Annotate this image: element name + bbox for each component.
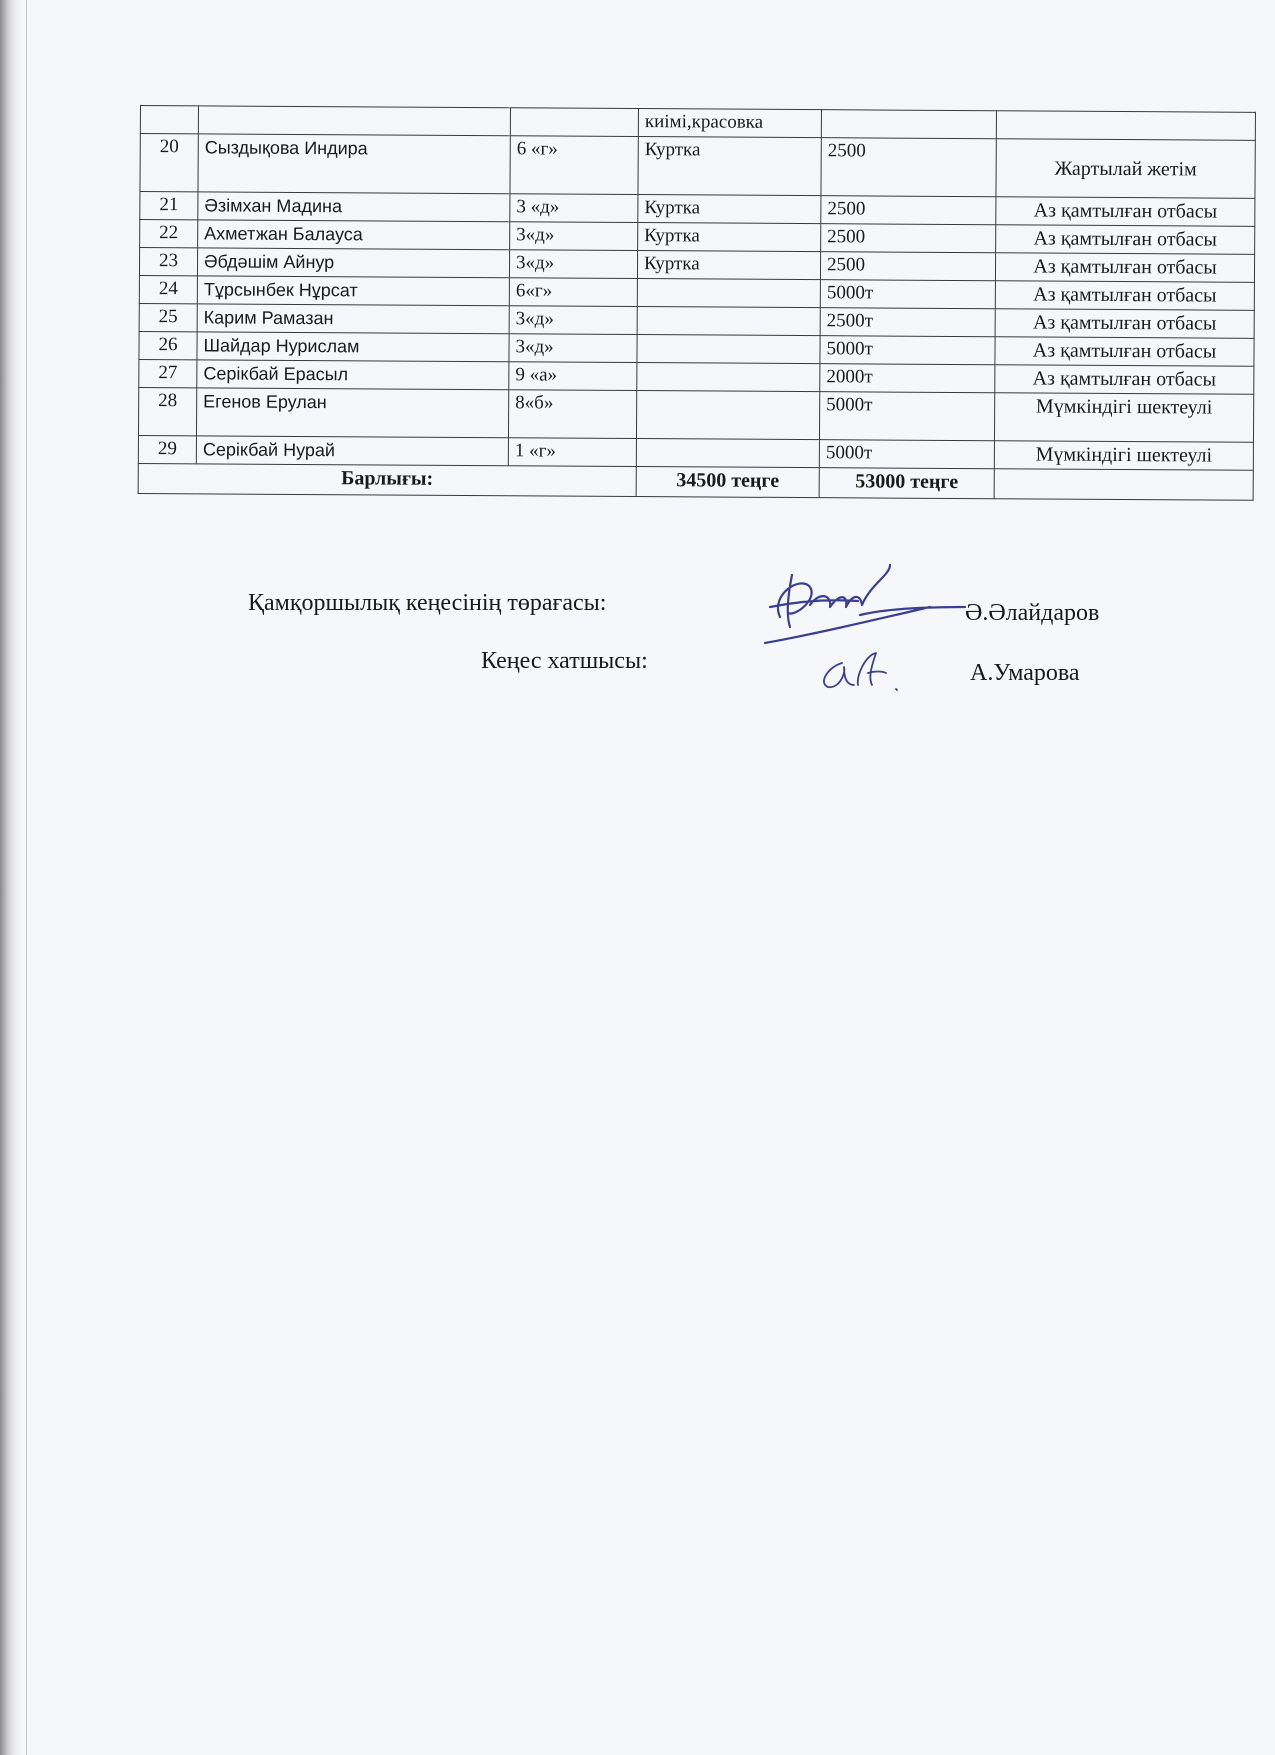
aid-amount: 5000т — [820, 280, 995, 309]
family-status: Жартылай жетім — [996, 139, 1255, 199]
row-number: 29 — [138, 435, 196, 463]
student-grade: 3«д» — [509, 306, 637, 335]
total-row — [138, 463, 1253, 500]
student-grade: 6«г» — [509, 278, 637, 307]
aid-amount: 2500т — [820, 308, 995, 337]
aid-item: Куртка — [638, 137, 821, 196]
student-grade — [510, 108, 638, 137]
family-status — [996, 111, 1255, 141]
student-grade: 3«д» — [509, 250, 637, 279]
family-status: Аз қамтылған отбасы — [995, 309, 1254, 339]
aid-item — [637, 279, 820, 308]
row-number: 23 — [139, 248, 197, 276]
secretary-name: А.Умарова — [970, 660, 1080, 686]
aid-item — [637, 363, 820, 392]
family-status: Аз қамтылған отбасы — [995, 365, 1254, 395]
student-grade: 9 «а» — [509, 362, 637, 391]
student-grade: 6 «г» — [510, 136, 638, 195]
student-name: Шайдар Нурислам — [197, 332, 509, 362]
total-label: Барлығы: — [138, 463, 636, 496]
family-status: Аз қамтылған отбасы — [996, 197, 1255, 227]
aid-amount: 2500 — [821, 196, 996, 225]
row-number: 26 — [139, 331, 197, 359]
student-name: Әзімхан Мадина — [198, 192, 510, 222]
aid-item: Куртка — [637, 251, 820, 280]
row-number: 25 — [139, 303, 197, 331]
secretary-label: Кеңес хатшысы: — [481, 648, 648, 674]
row-number: 20 — [140, 134, 198, 192]
items-total: 34500 теңге — [636, 467, 819, 498]
student-grade: 8«б» — [508, 390, 636, 439]
student-grade: 3«д» — [509, 334, 637, 363]
aid-amount: 5000т — [819, 392, 994, 441]
family-status: Аз қамтылған отбасы — [995, 281, 1254, 311]
row-number: 24 — [139, 275, 197, 303]
aid-item — [637, 307, 820, 336]
chair-name: Ә.Әлайдаров — [965, 600, 1100, 626]
student-name: Серікбай Нурай — [196, 436, 508, 466]
student-name: Ахметжан Балауса — [198, 220, 510, 250]
student-name — [198, 106, 510, 136]
row-number — [140, 106, 198, 134]
student-grade: 3 «д» — [510, 194, 638, 223]
aid-amount: 2500 — [820, 252, 995, 281]
aid-item: Куртка — [638, 195, 821, 224]
student-name: Тұрсынбек Нұрсат — [197, 276, 509, 306]
student-name: Карим Рамазан — [197, 304, 509, 334]
chair-signature — [740, 555, 980, 655]
student-grade: 3«д» — [510, 222, 638, 251]
aid-item: киімі,красовка — [638, 109, 821, 138]
family-status: Аз қамтылған отбасы — [995, 253, 1254, 283]
aid-amount — [821, 110, 996, 139]
table-row — [138, 387, 1253, 442]
secretary-signature — [810, 645, 910, 695]
cash-total: 53000 теңге — [819, 468, 994, 499]
table-row — [140, 134, 1255, 199]
student-name: Егенов Ерулан — [196, 388, 508, 438]
family-status: Мүмкіндігі шектеулі — [994, 441, 1253, 471]
row-number: 22 — [140, 220, 198, 248]
aid-item — [637, 335, 820, 364]
row-number: 27 — [139, 359, 197, 387]
aid-item: Куртка — [638, 223, 821, 252]
chair-label: Қамқоршылық кеңесінің төрағасы: — [248, 590, 607, 616]
aid-amount: 2500 — [821, 224, 996, 253]
aid-amount: 5000т — [820, 336, 995, 365]
total-empty-cell — [994, 469, 1253, 501]
aid-amount: 2500 — [821, 138, 996, 197]
aid-amount: 2000т — [820, 364, 995, 393]
student-grade: 1 «г» — [508, 438, 636, 467]
family-status: Аз қамтылған отбасы — [996, 225, 1255, 255]
aid-table — [138, 105, 1256, 501]
family-status: Аз қамтылған отбасы — [995, 337, 1254, 367]
aid-amount: 5000т — [819, 440, 994, 469]
student-name: Әбдәшім Айнур — [197, 248, 509, 278]
aid-item — [636, 439, 819, 468]
row-number: 28 — [138, 387, 196, 435]
student-name: Сыздықова Индира — [198, 134, 510, 194]
student-name: Серікбай Ерасыл — [197, 360, 509, 390]
family-status: Мүмкіндігі шектеулі — [994, 393, 1253, 443]
aid-item — [636, 391, 819, 440]
row-number: 21 — [140, 192, 198, 220]
